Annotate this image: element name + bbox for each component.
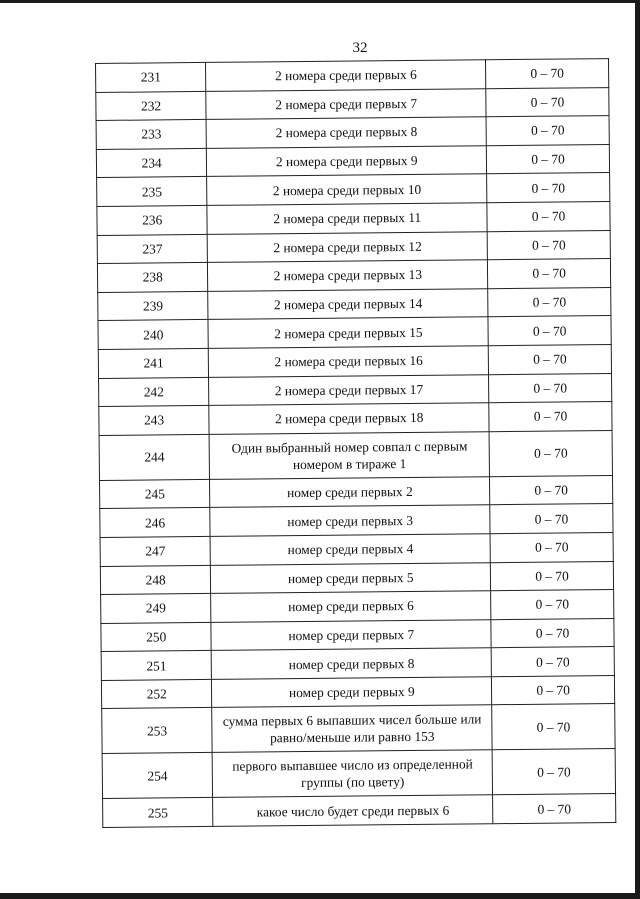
bet-description-cell: 2 номера среди первых 9	[207, 146, 487, 177]
row-number-cell: 235	[97, 177, 208, 207]
row-number-cell: 239	[98, 291, 209, 321]
bet-description-cell: 2 номера среди первых 7	[206, 88, 486, 119]
bet-description-cell: сумма первых 6 выпавших чисел больше или равно/меньше или равно 153	[212, 705, 492, 753]
bet-description-cell: 2 номера среди первых 6	[206, 60, 486, 91]
bet-description-cell: Один выбранный номер совпал с первым номером в тираже 1	[209, 431, 489, 479]
range-value-cell: 0 – 70	[487, 202, 610, 232]
row-number-cell: 247	[100, 536, 211, 566]
row-number-cell: 254	[102, 753, 213, 799]
range-value-cell: 0 – 70	[488, 316, 611, 346]
range-value-cell: 0 – 70	[486, 116, 609, 146]
row-number-cell: 240	[98, 320, 209, 350]
row-number-cell: 249	[101, 594, 212, 624]
range-value-cell: 0 – 70	[486, 59, 609, 89]
range-value-cell: 0 – 70	[492, 704, 615, 750]
bet-description-cell: 2 номера среди первых 16	[209, 346, 489, 377]
table-container	[95, 58, 616, 828]
range-value-cell: 0 – 70	[491, 561, 614, 591]
bet-description-cell: номер среди первых 8	[212, 648, 492, 679]
row-number-cell: 241	[98, 348, 209, 378]
range-value-cell: 0 – 70	[489, 430, 612, 476]
table-body	[96, 59, 616, 828]
bet-description-cell: номер среди первых 4	[210, 534, 490, 565]
table-row	[102, 749, 615, 799]
row-number-cell: 253	[102, 708, 213, 754]
bet-types-table	[95, 58, 616, 828]
bet-description-cell: 2 номера среди первых 17	[209, 374, 489, 405]
page-number: 32	[352, 40, 368, 56]
table-row	[103, 794, 616, 828]
bet-description-cell: номер среди первых 5	[211, 562, 491, 593]
bet-description-cell: номер среди первых 9	[212, 677, 492, 708]
row-number-cell: 242	[99, 377, 210, 407]
table-row	[102, 704, 615, 754]
bet-description-cell: номер среди первых 2	[210, 476, 490, 507]
row-number-cell: 231	[96, 62, 207, 92]
bet-description-cell: номер среди первых 3	[210, 505, 490, 536]
scan-edge-right	[635, 0, 640, 899]
bet-description-cell: какое число будет среди первых 6	[213, 795, 493, 826]
row-number-cell: 236	[97, 205, 208, 235]
row-number-cell: 252	[101, 679, 212, 709]
row-number-cell: 250	[101, 622, 212, 652]
bet-description-cell: 2 номера среди первых 12	[208, 231, 488, 262]
scan-edge-bottom	[0, 893, 640, 899]
row-number-cell: 238	[97, 263, 208, 293]
range-value-cell: 0 – 70	[487, 144, 610, 174]
range-value-cell: 0 – 70	[490, 532, 613, 562]
bet-description-cell: номер среди первых 6	[211, 591, 491, 622]
row-number-cell: 255	[103, 798, 214, 828]
row-number-cell: 234	[96, 148, 207, 178]
range-value-cell: 0 – 70	[491, 647, 614, 677]
bet-description-cell: номер среди первых 7	[211, 619, 491, 650]
bet-description-cell: первого выпавшее число из определенной группы (по цвету)	[213, 750, 493, 798]
range-value-cell: 0 – 70	[486, 87, 609, 117]
row-number-cell: 243	[99, 406, 210, 436]
bet-description-cell: 2 номера среди первых 14	[208, 288, 488, 319]
row-number-cell: 248	[100, 565, 211, 595]
range-value-cell: 0 – 70	[491, 590, 614, 620]
row-number-cell: 237	[97, 234, 208, 264]
table-row	[99, 430, 612, 480]
range-value-cell: 0 – 70	[488, 259, 611, 289]
range-value-cell: 0 – 70	[488, 287, 611, 317]
range-value-cell: 0 – 70	[492, 749, 615, 795]
bet-description-cell: 2 номера среди первых 18	[209, 403, 489, 434]
row-number-cell: 233	[96, 120, 207, 150]
range-value-cell: 0 – 70	[489, 402, 612, 432]
range-value-cell: 0 – 70	[488, 344, 611, 374]
bet-description-cell: 2 номера среди первых 15	[208, 317, 488, 348]
bet-description-cell: 2 номера среди первых 8	[206, 117, 486, 148]
scan-edge-top	[0, 0, 640, 3]
range-value-cell: 0 – 70	[492, 675, 615, 705]
row-number-cell: 246	[100, 508, 211, 538]
row-number-cell: 232	[96, 91, 207, 121]
row-number-cell: 244	[99, 434, 210, 480]
row-number-cell: 251	[101, 651, 212, 681]
bet-description-cell: 2 номера среди первых 10	[207, 174, 487, 205]
bet-description-cell: 2 номера среди первых 13	[208, 260, 488, 291]
range-value-cell: 0 – 70	[491, 618, 614, 648]
range-value-cell: 0 – 70	[487, 173, 610, 203]
range-value-cell: 0 – 70	[489, 373, 612, 403]
range-value-cell: 0 – 70	[487, 230, 610, 260]
range-value-cell: 0 – 70	[490, 504, 613, 534]
row-number-cell: 245	[100, 479, 211, 509]
range-value-cell: 0 – 70	[490, 475, 613, 505]
bet-description-cell: 2 номера среди первых 11	[207, 203, 487, 234]
range-value-cell: 0 – 70	[493, 794, 616, 824]
